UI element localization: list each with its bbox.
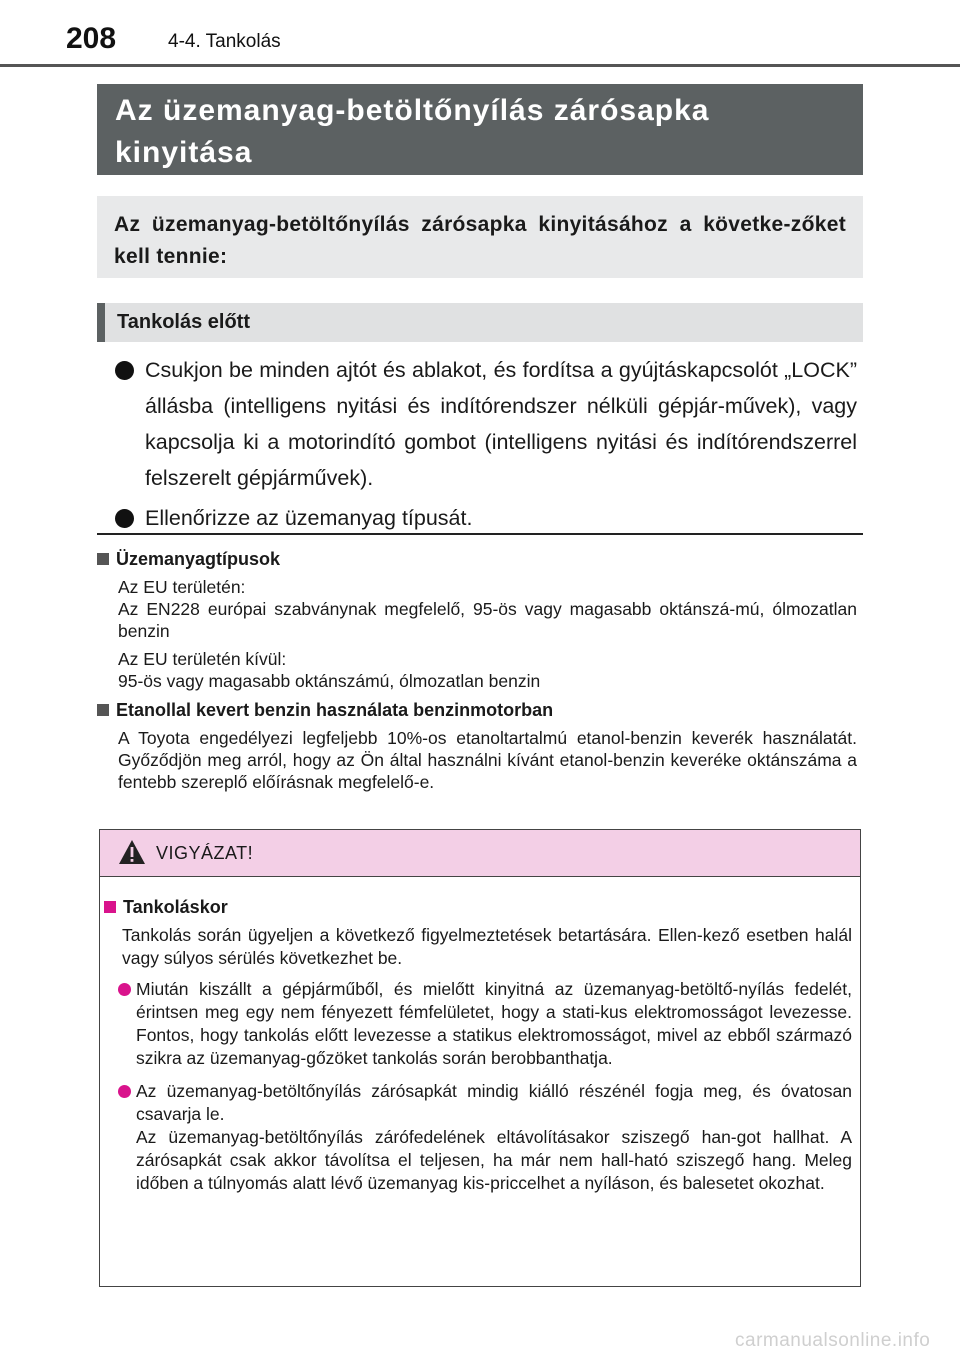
section-breadcrumb: 4-4. Tankolás: [168, 31, 281, 52]
warning-body: [100, 877, 860, 1195]
bullet-text: Csukjon be minden ajtót és ablakot, és fordítsa a gyújtáskapcsolót „LOCK” állásba (intelligens nyitási és indítórendszer nélküli gépjár-művek), vagy kapcsolja ki a motorindító gombot (intelligens nyitási és indítórendszerrel felszerelt gépjárművek).: [145, 358, 857, 490]
bullet-icon: [118, 983, 131, 996]
square-bullet-icon: [104, 901, 116, 913]
square-bullet-icon: [97, 553, 109, 565]
watermark: carmanualsonline.info: [735, 1330, 931, 1351]
warning-list-item: Az üzemanyag-betöltőnyílás zárósapkát mindig kiálló részénél fogja meg, és óvatosan csavarja le. Az üzemanyag-betöltőnyílás zárófedelének eltávolításakor sziszegő han-got hallhat. A zárósapkát csak akkor távolítsa el teljesen, ha már nem hall-ható sziszegő hang. Meleg időben a túlnyomás alatt lévő üzemanyag kis-priccelhet a nyíláson, és balesetet okozhat.: [104, 1080, 852, 1195]
bullet-text: Ellenőrizze az üzemanyag típusát.: [145, 506, 473, 530]
page-title: Az üzemanyag-betöltőnyílás zárósapka kinyitása: [97, 84, 863, 175]
section-divider: [97, 533, 863, 535]
bullet-icon: [115, 509, 134, 528]
warning-label: VIGYÁZAT!: [156, 843, 254, 863]
header-rule: [0, 64, 960, 67]
intro-box: Az üzemanyag-betöltőnyílás zárósapka kinyitásához a követke-zőket kell tennie:: [97, 196, 863, 278]
square-bullet-icon: [97, 704, 109, 716]
list-item: [115, 500, 857, 536]
warning-intro: Tankolás során ügyeljen a következő figyelmeztetések betartására. Ellen-kező esetben halál vagy súlyos sérülés következhet be.: [122, 925, 852, 968]
warning-list-item: Miután kiszállt a gépjárműből, és mielőtt kinyitná az üzemanyag-betöltő-nyílás fedelét, érintsen meg egy nem fényezett fémfelületet, hogy a stati-kus elektromosságot levezesse. Fontos, hogy tankolás előtt levezesse a statikus elektromosságot, mivel az ebből származó szikra az üzemanyag-gőzöket tankolás során berobbanthatja.: [104, 978, 852, 1070]
note-heading: Etanollal kevert benzin használata benzinmotorban: [97, 698, 857, 722]
note-paragraph: A Toyota engedélyezi legfeljebb 10%-os etanoltartalmú etanol-benzin keverék használatát. Győződjön meg arról, hogy az Ön által használni kívánt etanol-benzin keveréke oktánszáma a fentebb szereplő előírásnak megfelelő-e.: [118, 728, 857, 792]
page-header: [0, 0, 960, 64]
notes-section: [97, 543, 857, 799]
bullet-icon: [118, 1085, 131, 1098]
warning-subheading: Tankoláskor: [104, 895, 852, 919]
page-number: 208: [66, 22, 117, 55]
warning-box: [99, 829, 861, 1287]
bullet-list: [115, 352, 857, 540]
warning-triangle-icon: [118, 839, 146, 870]
note-paragraph: Az EU területén kívül: 95-ös vagy magasabb oktánszámú, ólmozatlan benzin: [118, 649, 541, 691]
note-heading: Üzemanyagtípusok: [97, 547, 857, 571]
section-subheading: Tankolás előtt: [97, 303, 863, 342]
bullet-icon: [115, 361, 134, 380]
note-paragraph: Az EU területén: Az EN228 európai szabványnak megfelelő, 95-ös vagy magasabb oktánszá-mú, ólmozatlan benzin: [118, 577, 857, 641]
warning-header: [100, 830, 860, 877]
list-item: [115, 352, 857, 496]
